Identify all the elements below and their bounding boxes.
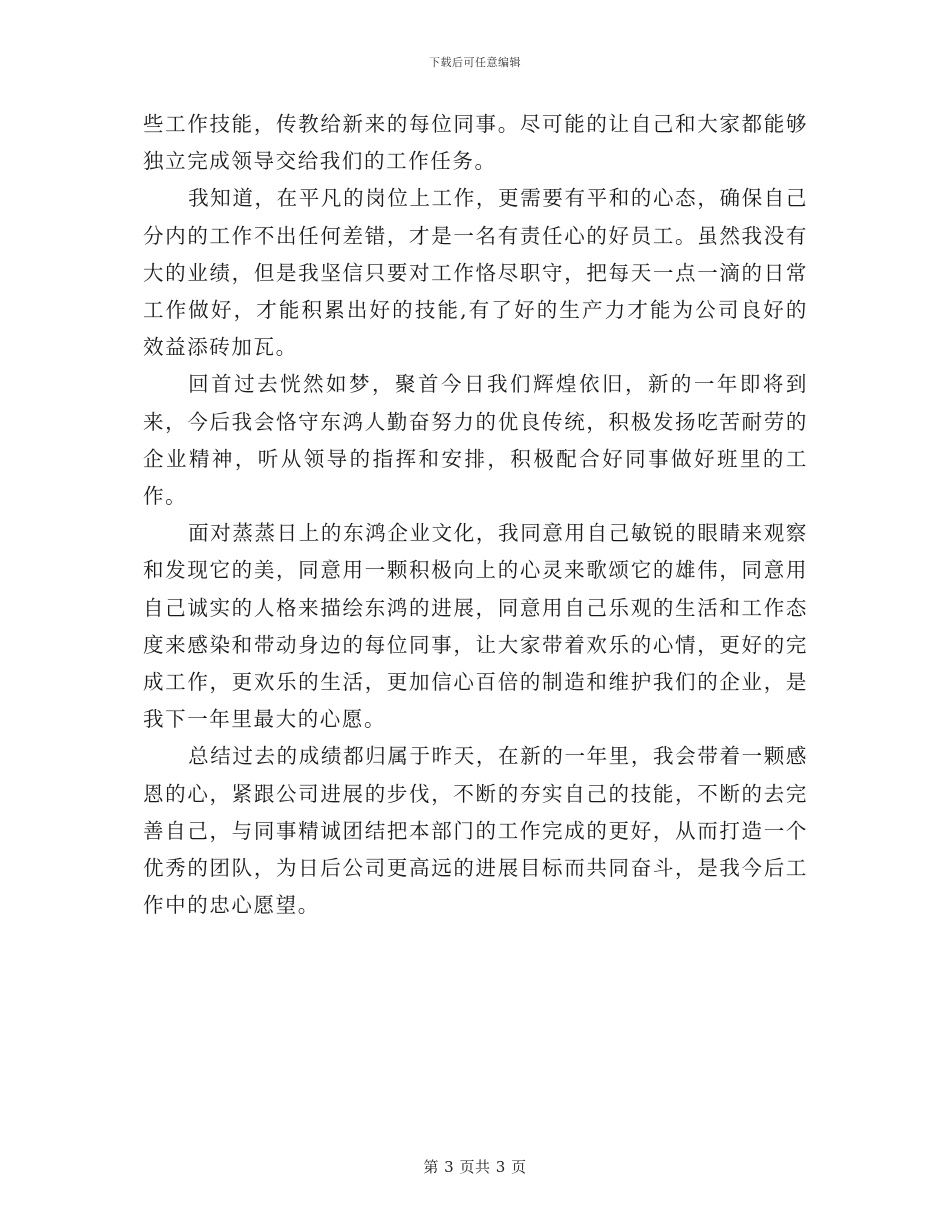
paragraph-3: 回首过去恍然如梦，聚首今日我们辉煌依旧，新的一年即将到来，今后我会恪守东鸿人勤奋努力的优良传统，积极发扬吃苦耐劳的企业精神，听从领导的指挥和安排，积极配合好同事做好班里的工作。 (143, 372, 808, 509)
page-number-footer: 第 3 页共 3 页 (423, 1158, 527, 1176)
page-header-note: 下载后可任意编辑 (429, 56, 521, 69)
paragraph-5: 总结过去的成绩都归属于昨天，在新的一年里，我会带着一颗感恩的心，紧跟公司进展的步伐，不断的夯实自己的技能，不断的去完善自己，与同事精诚团结把本部门的工作完成的更好，从而打造一个优秀的团队，为日后公司更高远的进展目标而共同奋斗，是我今后工作中的忠心愿望。 (143, 744, 808, 918)
paragraph-2: 我知道，在平凡的岗位上工作，更需要有平和的心态，确保自己分内的工作不出任何差错，才是一名有责任心的好员工。虽然我没有大的业绩，但是我坚信只要对工作恪尽职守，把每天一点一滴的日常工作做好，才能积累出好的技能,有了好的生产力才能为公司良好的效益添砖加瓦。 (143, 186, 808, 360)
paragraph-4: 面对蒸蒸日上的东鸿企业文化，我同意用自己敏锐的眼睛来观察和发现它的美，同意用一颗积极向上的心灵来歌颂它的雄伟，同意用自己诚实的人格来描绘东鸿的进展，同意用自己乐观的生活和工作态度来感染和带动身边的每位同事，让大家带着欢乐的心情，更好的完成工作，更欢乐的生活，更加信心百倍的制造和维护我们的企业，是我下一年里最大的心愿。 (143, 521, 808, 732)
document-body (143, 106, 808, 924)
paragraph-1: 些工作技能，传教给新来的每位同事。尽可能的让自己和大家都能够独立完成领导交给我们的工作任务。 (143, 112, 808, 174)
